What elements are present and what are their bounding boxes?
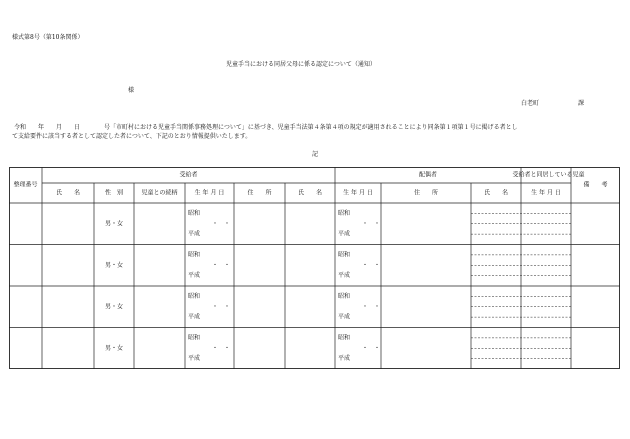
- ki-heading: 記: [312, 151, 319, 158]
- recipient-date-dots: ・ ・: [211, 344, 231, 352]
- header-recipient-col: 性 別: [104, 189, 124, 197]
- spouse-era-heisei: 平成: [338, 313, 351, 321]
- issuer-department: 課: [578, 100, 585, 107]
- header-children-col: 生 年 月 日: [531, 189, 561, 197]
- spouse-era-heisei: 平成: [338, 272, 351, 280]
- spouse-era-showa: 昭和: [338, 334, 351, 342]
- issuer-town: 白老町: [521, 100, 540, 107]
- header-spouse-col: 氏 名: [297, 189, 323, 197]
- recipient-era-showa: 昭和: [188, 251, 201, 259]
- header-recipient-col: 児童との続柄: [141, 189, 178, 197]
- header-spouse-col: 生 年 月 日: [343, 189, 373, 197]
- spouse-date-dots: ・ ・: [361, 344, 381, 352]
- recipient-era-showa: 昭和: [188, 292, 201, 300]
- recipient-date-dots: ・ ・: [211, 303, 231, 311]
- gender-cell: 男・女: [104, 303, 124, 311]
- spouse-era-showa: 昭和: [338, 251, 351, 259]
- recipient-era-heisei: 平成: [188, 313, 201, 321]
- spouse-era-showa: 昭和: [338, 292, 351, 300]
- spouse-era-heisei: 平成: [338, 230, 351, 238]
- document-title: 児童手当における同居父母に係る認定について（通知）: [226, 61, 376, 68]
- recipient-era-showa: 昭和: [188, 209, 201, 217]
- recipient-era-heisei: 平成: [188, 272, 201, 280]
- spouse-era-heisei: 平成: [338, 355, 351, 363]
- recipient-date-dots: ・ ・: [211, 261, 231, 269]
- header-number: 整理番号: [13, 181, 38, 189]
- gender-cell: 男・女: [104, 261, 124, 269]
- header-recipient-col: 氏 名: [55, 189, 81, 197]
- recipient-date-dots: ・ ・: [211, 220, 231, 228]
- header-recipient-col: 生 年 月 日: [194, 189, 225, 197]
- form-label: 様式第8号（第10条関係）: [12, 34, 84, 41]
- gender-cell: 男・女: [104, 344, 124, 352]
- body-text-line-2: て支給要件に該当する者として認定した者について、下記のとおり情報提供いたします。: [12, 133, 252, 140]
- header-recipient-col: 住 所: [247, 189, 272, 197]
- notification-table: [9, 167, 620, 371]
- spouse-era-showa: 昭和: [338, 209, 351, 217]
- header-spouse-group: 配偶者: [418, 171, 438, 179]
- spouse-date-dots: ・ ・: [361, 303, 381, 311]
- table-border: [10, 168, 620, 369]
- header-recipient-group: 受給者: [179, 171, 198, 179]
- header-spouse-col: 住 所: [413, 189, 439, 197]
- header-remarks: 備 考: [583, 181, 608, 189]
- recipient-era-showa: 昭和: [188, 334, 201, 342]
- spouse-date-dots: ・ ・: [361, 220, 381, 228]
- header-children-col: 氏 名: [483, 189, 509, 197]
- gender-cell: 男・女: [104, 220, 124, 228]
- body-text-line-1: 令和 年 月 日 号「市町村における児童手当関係事務処理について」に基づき、児童手当法第４条第４項の規定が適用されることにより同条第１項第１号に掲げる者とし: [14, 124, 518, 131]
- addressee-suffix: 様: [128, 87, 135, 94]
- recipient-era-heisei: 平成: [188, 355, 201, 363]
- header-children-group: 受給者と同居している児童: [512, 171, 585, 179]
- spouse-date-dots: ・ ・: [361, 261, 381, 269]
- recipient-era-heisei: 平成: [188, 230, 201, 238]
